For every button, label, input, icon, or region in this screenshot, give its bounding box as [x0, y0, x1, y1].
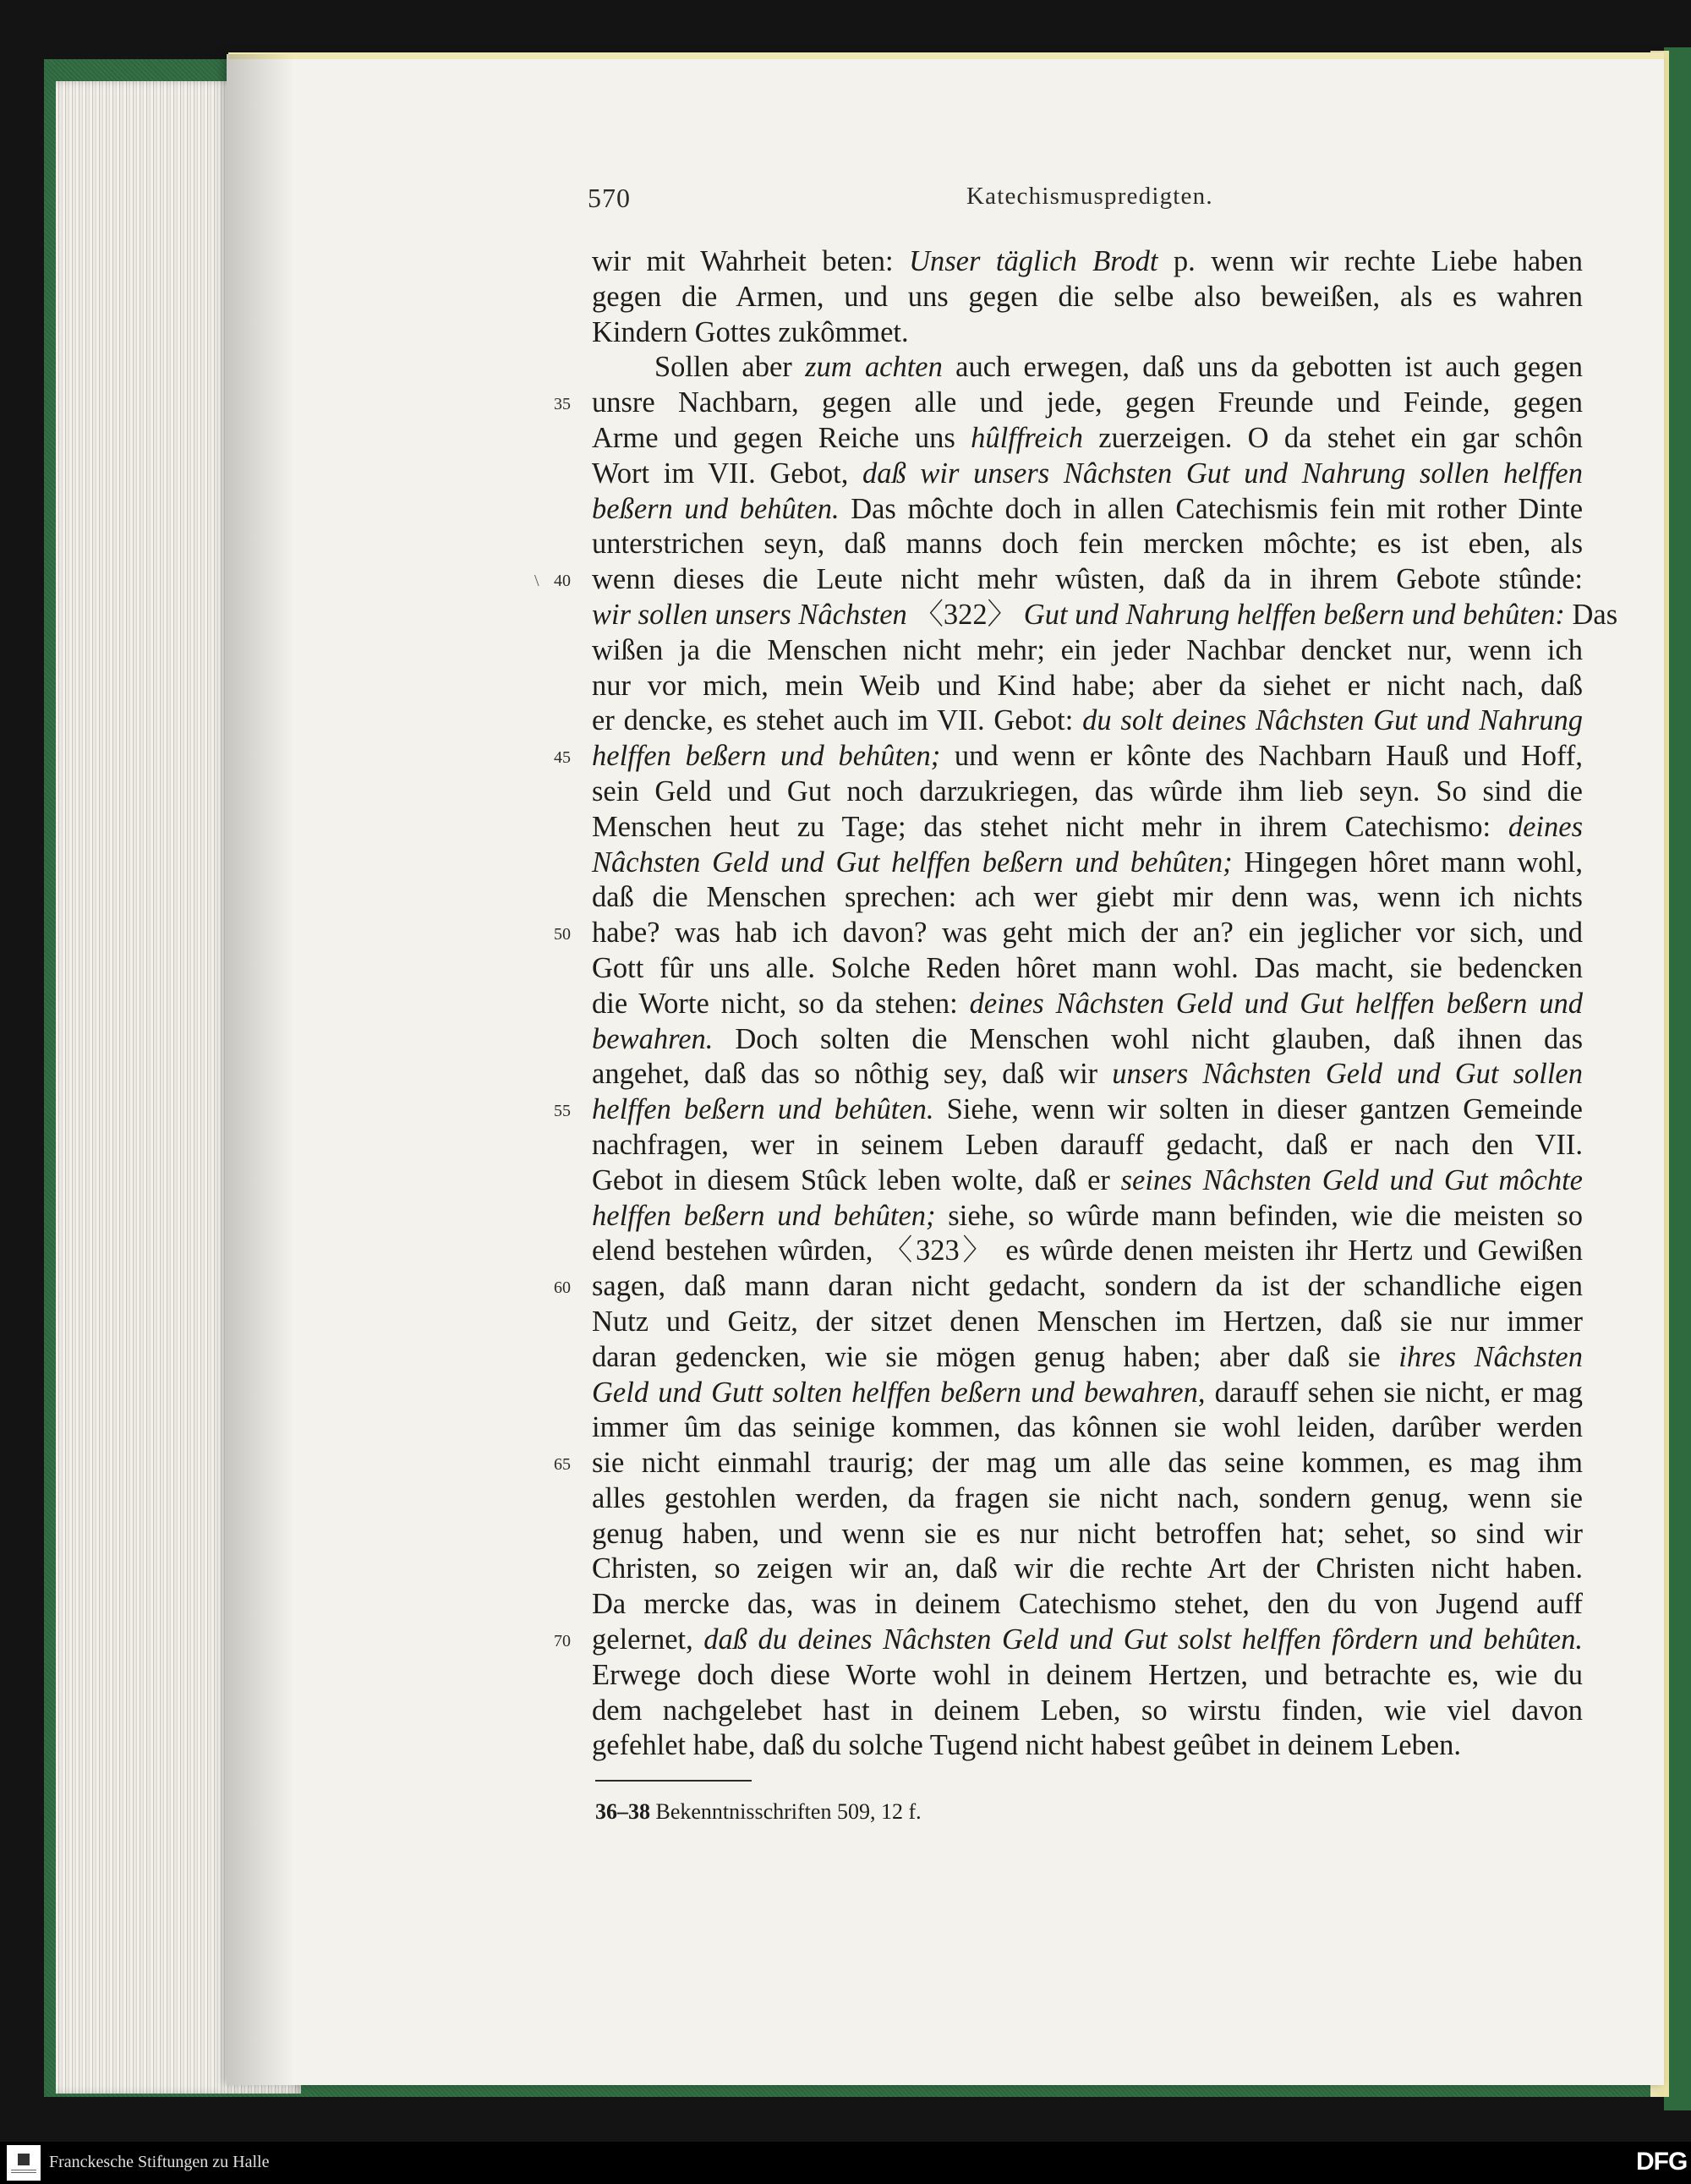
line-text: unsre Nachbarn, gegen alle und jede, gegen Freunde und Feinde, gegen [592, 386, 1583, 419]
text-line [592, 1658, 1583, 1694]
text-line [592, 244, 1583, 280]
text-line [592, 1517, 1583, 1552]
line-text: daran gedencken, wie sie mögen genug haben; aber daß sie ihres Nâchsten [592, 1340, 1583, 1373]
line-text: Sollen aber zum achten auch erwegen, daß uns da gebotten ist auch gegen [654, 351, 1583, 384]
text-line [592, 1128, 1583, 1163]
text-line [592, 1376, 1583, 1411]
text-line [592, 350, 1583, 386]
line-number: 35 [554, 395, 571, 414]
text-line [534, 562, 1583, 598]
institution-name: Franckesche Stiftungen zu Halle [49, 2153, 270, 2171]
text-line [592, 527, 1583, 562]
line-text: genug haben, und wenn sie es nur nicht betroffen hat; sehet, so sind wir [592, 1517, 1583, 1550]
text-line [554, 1623, 1583, 1658]
line-text: die Worte nicht, so da stehen: deines Nâchsten Geld und Gut helffen beßern und [592, 987, 1584, 1020]
line-text: Da mercke das, was in deinem Catechismo stehet, den du von Jugend auff [592, 1588, 1583, 1621]
margin-marker: \ [534, 572, 539, 591]
line-number: 45 [554, 748, 571, 768]
text-line [554, 386, 1583, 421]
line-text: Geld und Gutt solten helffen beßern und bewahren, darauff sehen sie nicht, er mag [592, 1376, 1583, 1409]
text-line [592, 846, 1583, 881]
line-text: nur vor mich, mein Weib und Kind habe; aber da siehet er nicht nach, daß [592, 669, 1583, 702]
text-line [592, 1163, 1583, 1199]
text-line [592, 1410, 1583, 1446]
line-number: 60 [554, 1278, 571, 1298]
text-line [554, 1092, 1583, 1128]
line-text: alles gestohlen werden, da fragen sie nicht nach, sondern genug, wenn sie [592, 1481, 1583, 1514]
footnote-rule [595, 1780, 752, 1782]
line-text: beßern und behûten. Das môchte doch in allen Catechismis fein mit rother Dinte [592, 492, 1584, 525]
text-line [592, 1199, 1583, 1234]
line-text: elend bestehen wûrden, 〈323〉 es wûrde denen meisten ihr Hertz und Gewißen [592, 1234, 1583, 1267]
line-text: Nutz und Geitz, der sitzet denen Menschen im Hertzen, daß sie nur immer [592, 1305, 1583, 1338]
text-line [592, 1552, 1583, 1587]
text-line [592, 421, 1583, 457]
text-line [592, 775, 1583, 810]
text-line [592, 951, 1583, 987]
text-line [592, 315, 1583, 351]
line-text: nachfragen, wer in seinem Leben darauff gedacht, daß er nach den VII. [592, 1128, 1583, 1161]
line-text: sagen, daß mann daran nicht gedacht, sondern da ist der schandliche eigen [592, 1270, 1583, 1303]
running-title: Katechismuspredigten. [966, 183, 1213, 210]
line-text: sie nicht einmahl traurig; der mag um alle das seine kommen, es mag ihm [592, 1447, 1583, 1480]
text-line [592, 1305, 1583, 1340]
text-line [592, 1234, 1583, 1269]
line-text: Wort im VII. Gebot, daß wir unsers Nâchsten Gut und Nahrung sollen helffen [592, 457, 1583, 490]
line-text: dem nachgelebet hast in deinem Leben, so wirstu finden, wie viel davon [592, 1694, 1583, 1727]
line-text: helffen beßern und behûten; und wenn er kônte des Nachbarn Hauß und Hoff, [592, 740, 1583, 773]
line-text: Erwege doch diese Worte wohl in deinem Hertzen, und betrachte es, wie du [592, 1658, 1583, 1691]
line-text: Christen, so zeigen wir an, daß wir die rechte Art der Christen nicht haben. [592, 1552, 1583, 1585]
page-number: 570 [588, 183, 631, 213]
text-line [592, 1694, 1583, 1729]
text-line [554, 1446, 1583, 1481]
line-text: helffen beßern und behûten. Siehe, wenn wir solten in dieser gantzen Gemeinde [592, 1093, 1583, 1126]
text-line [592, 457, 1583, 492]
text-line [592, 669, 1583, 704]
text-line [592, 633, 1583, 669]
line-number: 40 [554, 572, 571, 591]
logo-lines [11, 2168, 36, 2173]
line-number: 50 [554, 925, 571, 944]
text-line [592, 1340, 1583, 1376]
text-line [592, 703, 1583, 739]
line-text: sein Geld und Gut noch darzukriegen, das wûrde ihm lieb seyn. So sind die [592, 775, 1583, 807]
line-number: 70 [554, 1632, 571, 1651]
line-text: gegen die Armen, und uns gegen die selbe also beweißen, als es wahren [592, 280, 1583, 313]
line-text: Arme und gegen Reiche uns hûlffreich zuerzeigen. O da stehet ein gar schôn [592, 421, 1583, 454]
line-text: gefehlet habe, daß du solche Tugend nicht habest geûbet in deinem Leben. [592, 1729, 1462, 1762]
line-number: 55 [554, 1102, 571, 1121]
line-text: wenn dieses die Leute nicht mehr wûsten, daß da in ihrem Gebote stûnde: [592, 563, 1583, 596]
line-text: Gebot in diesem Stûck leben wolte, daß er seines Nâchsten Geld und Gut môchte [592, 1163, 1583, 1196]
line-text: Kindern Gottes zukômmet. [592, 315, 909, 348]
line-text: gelernet, daß du deines Nâchsten Geld und Gut solst helffen fôrdern und behûten. [592, 1623, 1583, 1656]
line-text: habe? was hab ich davon? was geht mich der an? ein jeglicher vor sich, und [592, 917, 1583, 950]
text-line [592, 1728, 1583, 1764]
gutter-shadow [227, 54, 294, 2085]
text-line [592, 492, 1583, 528]
line-text: wir sollen unsers Nâchsten 〈322〉 Gut und Nahrung helffen beßern und behûten: Das [592, 598, 1618, 631]
line-text: unterstrichen seyn, daß manns doch fein mercken môchte; es ist eben, als [592, 528, 1583, 561]
text-line [592, 987, 1583, 1022]
footnote-text: Bekenntnisschriften 509, 12 f. [655, 1799, 922, 1824]
line-text: immer ûm das seinige kommen, das kônnen sie wohl leiden, darûber werden [592, 1411, 1583, 1444]
line-text: wir mit Wahrheit beten: Unser täglich Brodt p. wenn wir rechte Liebe haben [592, 245, 1583, 277]
line-text: angehet, daß das so nôthig sey, daß wir unsers Nâchsten Geld und Gut sollen [592, 1058, 1583, 1091]
text-line [592, 1022, 1583, 1058]
text-line [554, 739, 1583, 775]
text-line [592, 280, 1583, 315]
line-text: daß die Menschen sprechen: ach wer giebt mir denn was, wenn ich nichts [592, 881, 1583, 914]
line-text: bewahren. Doch solten die Menschen wohl nicht glauben, daß ihnen das [592, 1022, 1583, 1055]
text-line [554, 1269, 1583, 1305]
line-text: Menschen heut zu Tage; das stehet nicht mehr in ihrem Catechismo: deines [592, 810, 1583, 843]
institution-logo [7, 2145, 41, 2181]
line-text: er dencke, es stehet auch im VII. Gebot: du solt deines Nâchsten Gut und Nahrung [592, 704, 1583, 737]
line-text: Gott fûr uns alle. Solche Reden hôret mann wohl. Das macht, sie bedencken [592, 951, 1583, 984]
page-header [0, 183, 1691, 216]
text-line [592, 1587, 1583, 1623]
line-text: Nâchsten Geld und Gut helffen beßern und behûten; Hingegen hôret mann wohl, [592, 846, 1583, 879]
footnote-ref: 36–38 [595, 1799, 650, 1824]
text-line [592, 810, 1583, 846]
page-top-edge [228, 52, 1664, 59]
text-line [592, 598, 1618, 633]
logo-mark [18, 2154, 30, 2165]
body-text [534, 244, 1618, 1764]
line-number: 65 [554, 1455, 571, 1475]
text-line [592, 880, 1583, 916]
line-text: wißen ja die Menschen nicht mehr; ein jeder Nachbar dencket nur, wenn ich [592, 633, 1583, 666]
text-line [592, 1481, 1583, 1517]
text-line [554, 916, 1583, 951]
text-line [592, 1057, 1583, 1092]
dfg-logo: DFG [1636, 2148, 1688, 2176]
footnote [595, 1799, 922, 1825]
line-text: helffen beßern und behûten; siehe, so wûrde mann befinden, wie die meisten so [592, 1199, 1583, 1232]
